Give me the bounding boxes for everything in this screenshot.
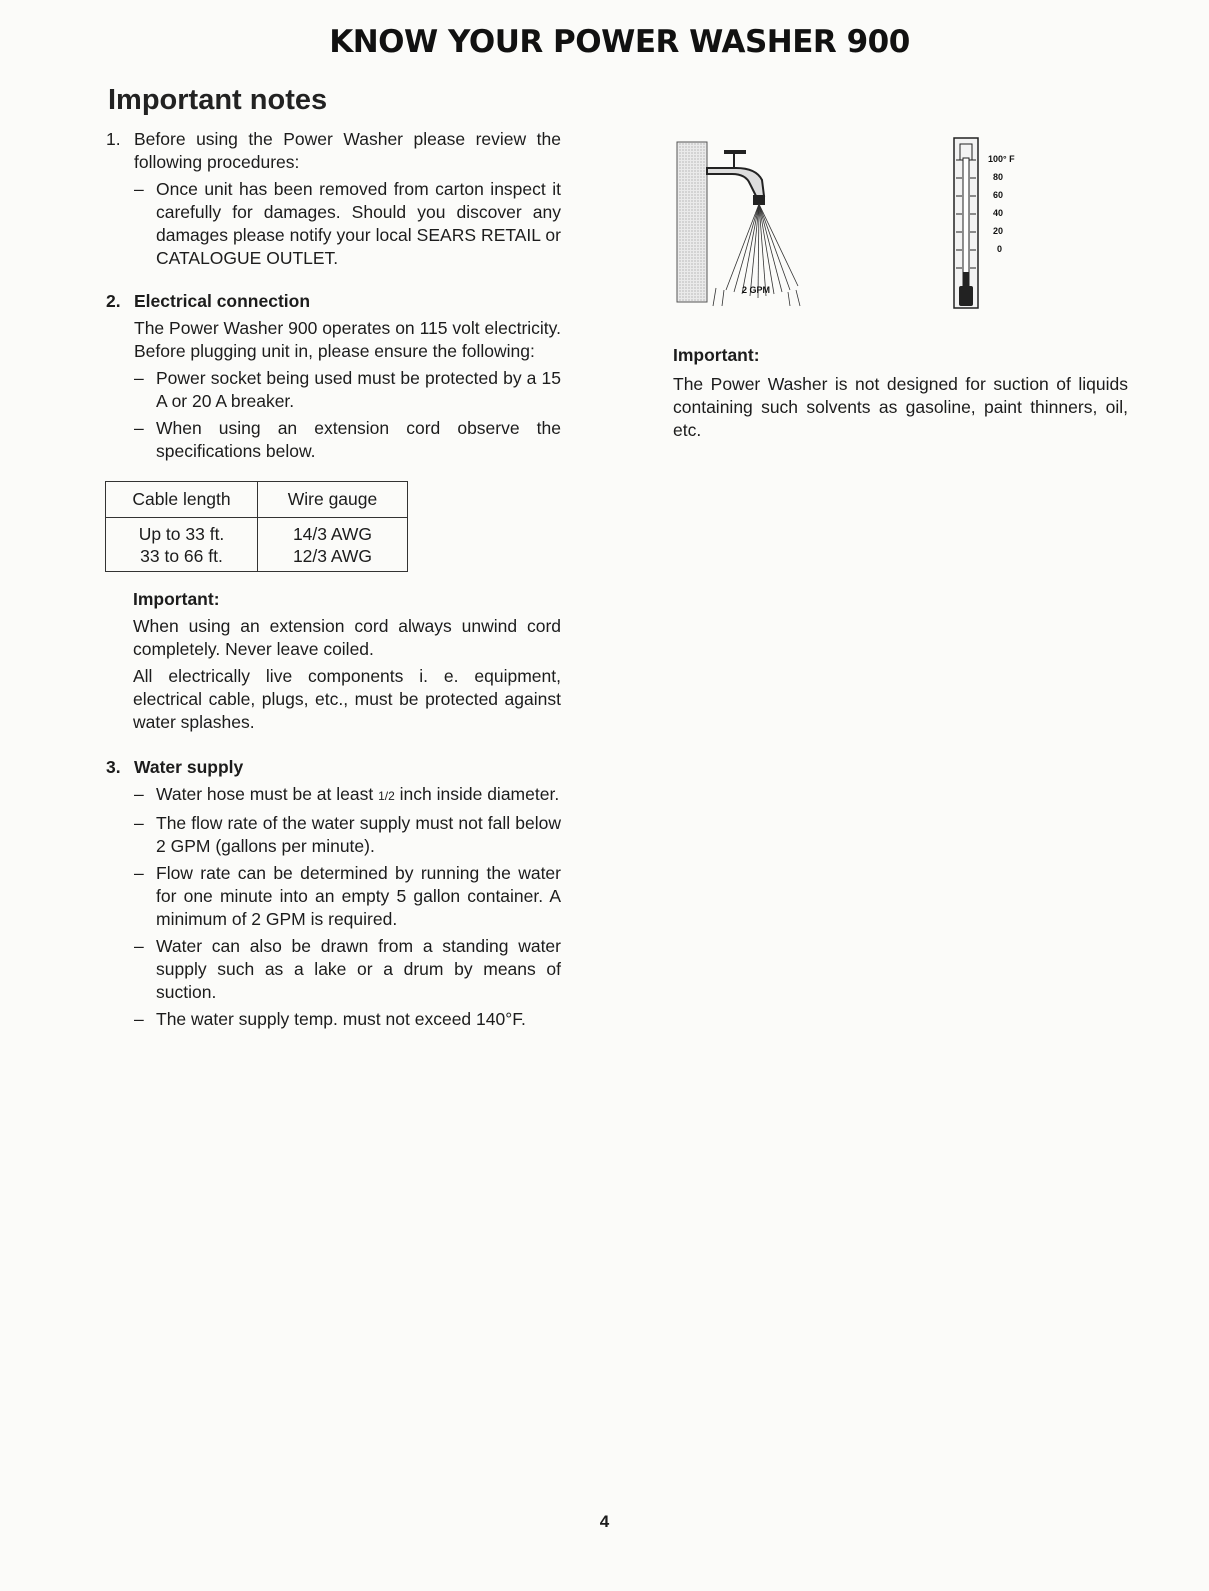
wall-icon [677,142,707,302]
thermometer-label: 0 [997,244,1003,254]
item-heading: Water supply [134,757,244,777]
list-item: – When using an extension cord observe the specifications below. [134,418,561,461]
thermometer-label: 60 [993,190,1004,200]
flow-rate-label: 2 GPM [742,285,771,295]
section-title: Important notes [108,84,328,116]
list-item: – Once unit has been removed from carton inspect it carefully for damages. Should you discover any damages please notify your local SEARS RETAIL or CATALOGUE OUTLET. [134,179,561,268]
note-paragraph: The Power Washer is not designed for suction of liquids containing such solvents as gasoline, paint thinners, oil, etc. [673,374,1128,440]
faucet-icon [707,152,764,204]
note-heading: Important: [133,589,220,609]
table-cell: Up to 33 ft. [138,524,225,544]
note-paragraph: All electrically live components i. e. equipment, electrical cable, plugs, etc., must be protected against water splashes. [133,666,561,732]
list-item: – The flow rate of the water supply must not fall below 2 GPM (gallons per minute). [134,813,561,856]
note-heading: Important: [673,345,760,365]
thermometer-label: 80 [993,172,1004,182]
table-header: Cable length [106,482,258,518]
page-number: 4 [599,1512,610,1531]
note-paragraph: When using an extension cord always unwind cord completely. Never leave coiled. [133,616,561,659]
page-title: KNOW YOUR POWER WASHER 900 [329,24,910,60]
item-number: 3. [106,757,121,777]
thermometer-label: 100° F [988,154,1015,164]
item-intro: Before using the Power Washer please review the following procedures: [134,129,561,172]
left-column [106,128,561,1031]
list-item: – Flow rate can be determined by running the water for one minute into an empty 5 gallon container. A minimum of 2 GPM is required. [134,863,561,929]
thermometer-illustration [952,136,1032,312]
table-row [106,518,408,572]
faucet-illustration [676,140,816,312]
item-number: 1. [106,129,121,149]
important-note-left [133,588,561,734]
item-heading: Electrical connection [134,291,311,311]
table-cell: 33 to 66 ft. [140,546,223,566]
fraction: 1/2 [378,789,395,803]
list-item: – Water can also be drawn from a standing water supply such as a lake or a drum by means of suction. [134,936,561,1002]
table-cell: 12/3 AWG [292,546,373,566]
list-item: – Water hose must be at least 1/2 inch inside diameter. [134,784,560,804]
item-text: The Power Washer 900 operates on 115 volt electricity. Before plugging unit in, please ensure the following: [134,318,561,361]
thermometer-label: 40 [993,208,1004,218]
table-header: Wire gauge [258,482,408,518]
right-column [673,344,1128,442]
thermometer-icon [954,138,978,308]
cable-spec-table [105,481,408,572]
note-item-2 [106,290,561,463]
list-item: – Power socket being used must be protected by a 15 A or 20 A breaker. [134,368,561,411]
note-item-3 [106,756,561,1031]
item-number: 2. [106,291,121,311]
note-item-1 [106,128,561,270]
table-cell: 14/3 AWG [292,524,373,544]
list-item: – The water supply temp. must not exceed 140°F. [134,1009,526,1029]
thermometer-label: 20 [993,226,1004,236]
